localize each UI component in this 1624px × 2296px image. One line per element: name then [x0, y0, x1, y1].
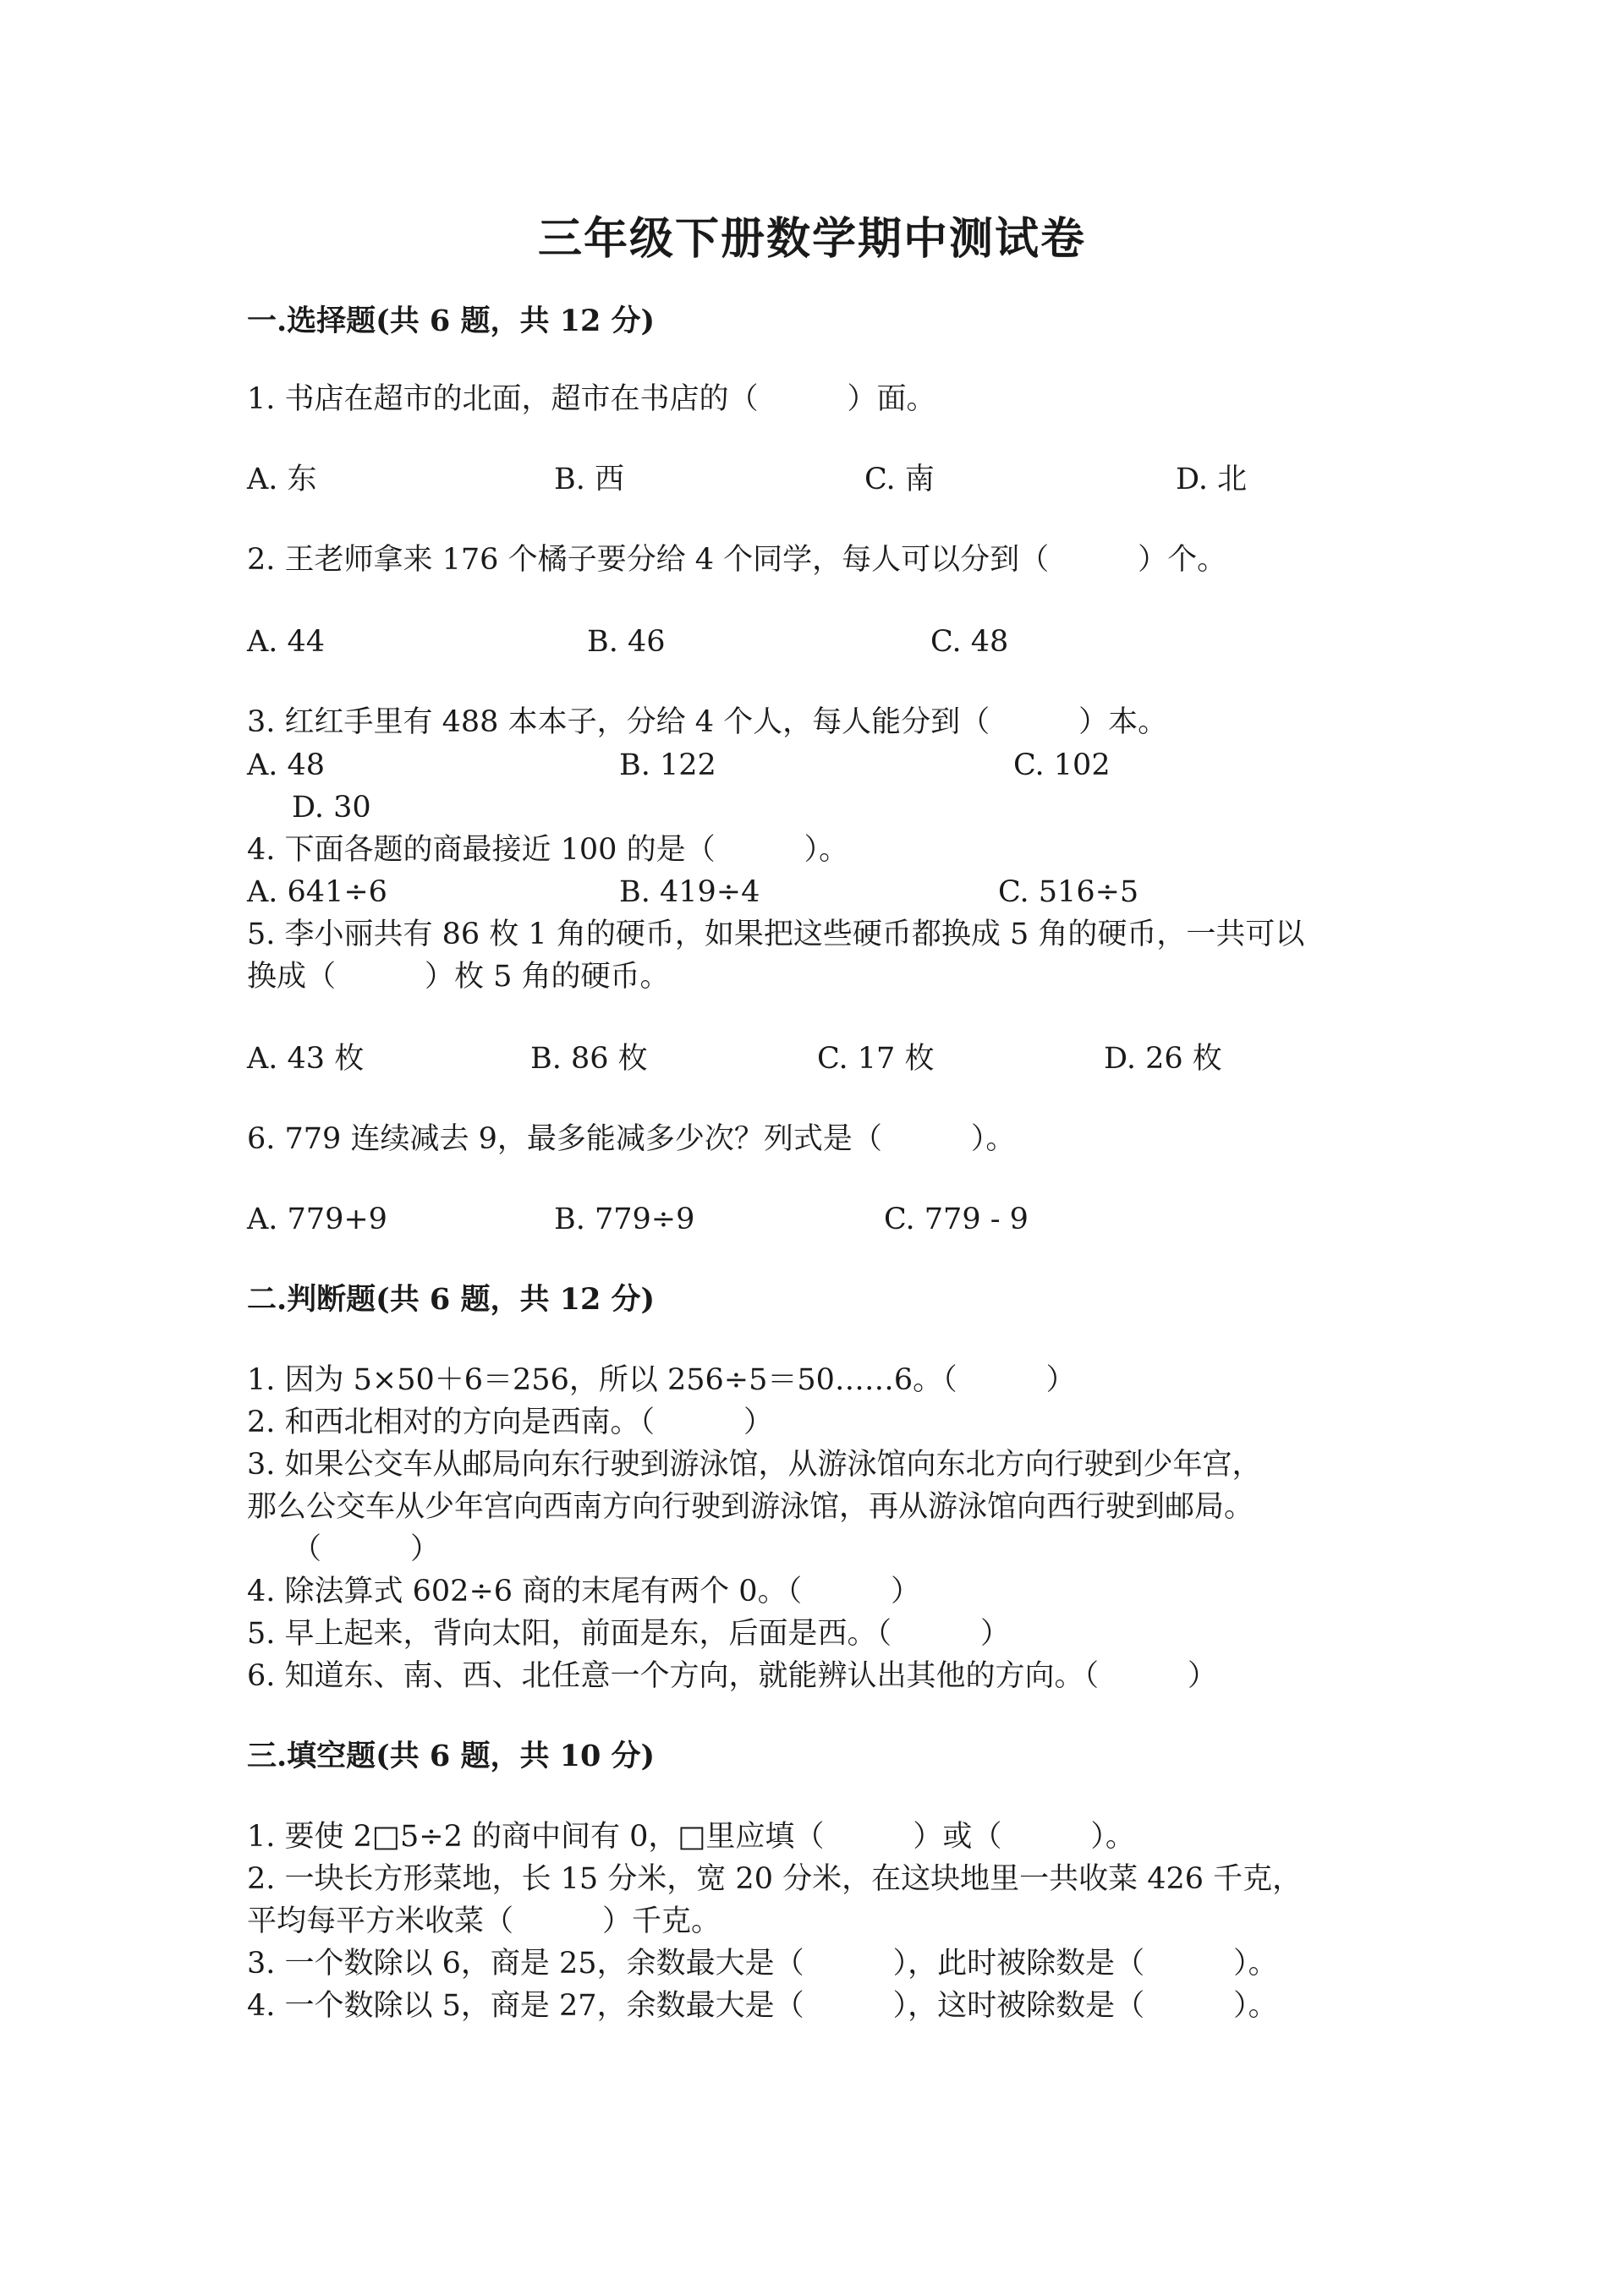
question-stem-line1: 2. 一块长方形菜地，长 15 分米，宽 20 分米，在这块地里一共收菜 426 千克，	[247, 1862, 1303, 1896]
question-stem: 3. 一个数除以 6，商是 25，余数最大是（ ），此时被除数是（ ）。	[247, 1947, 1278, 1981]
option-c: C. 48	[930, 625, 1009, 659]
option-b: B. 779÷9	[554, 1203, 695, 1236]
option-b: B. 86 枚	[530, 1042, 648, 1076]
section-heading-choice: 一.选择题(共 6 题，共 12 分)	[247, 304, 656, 338]
question-stem: 5. 早上起来，背向太阳，前面是东，后面是西。（ ）	[247, 1617, 1011, 1651]
question-stem-line2: 平均每平方米收菜（ ）千克。	[247, 1904, 721, 1938]
question-stem: 4. 除法算式 602÷6 商的末尾有两个 0。（ ）	[247, 1575, 921, 1608]
question-stem: 2. 和西北相对的方向是西南。（ ）	[247, 1406, 774, 1439]
question-stem: 1. 因为 5×50＋6＝256，所以 256÷5＝50……6。（ ）	[247, 1363, 1076, 1397]
option-a: A. 641÷6	[247, 875, 387, 909]
option-c: C. 779 - 9	[884, 1203, 1029, 1236]
question-stem-line1: 3. 如果公交车从邮局向东行驶到游泳馆，从游泳馆向东北方向行驶到少年宫，	[247, 1448, 1262, 1482]
option-a: A. 东	[247, 463, 317, 496]
option-d: D. 北	[1176, 463, 1248, 496]
option-c: C. 516÷5	[998, 875, 1139, 909]
question-stem: 6. 知道东、南、西、北任意一个方向，就能辨认出其他的方向。（ ）	[247, 1659, 1218, 1693]
question-stem-line2: 换成（ ）枚 5 角的硬币。	[247, 960, 670, 994]
option-d: D. 26 枚	[1104, 1042, 1222, 1076]
question-stem: 2. 王老师拿来 176 个橘子要分给 4 个同学，每人可以分到（ ）个。	[247, 543, 1227, 577]
option-c: C. 南	[864, 463, 935, 496]
question-stem: 4. 下面各题的商最接近 100 的是（ ）。	[247, 833, 849, 867]
option-a: A. 48	[247, 748, 326, 782]
section-heading-judgment: 二.判断题(共 6 题，共 12 分)	[247, 1282, 656, 1317]
option-a: A. 44	[247, 625, 326, 659]
question-stem: 1. 要使 2□5÷2 的商中间有 0，□里应填（ ）或（ ）。	[247, 1820, 1135, 1854]
option-b: B. 419÷4	[619, 875, 760, 909]
question-stem: 1. 书店在超市的北面，超市在书店的（ ）面。	[247, 382, 936, 416]
section-heading-fill-blank: 三.填空题(共 6 题，共 10 分)	[247, 1739, 656, 1773]
option-c: C. 17 枚	[817, 1042, 935, 1076]
option-c: C. 102	[1013, 748, 1111, 782]
question-stem-line2: 那么公交车从少年宫向西南方向行驶到游泳馆，再从游泳馆向西行驶到邮局。	[247, 1490, 1254, 1524]
page-title: 三年级下册数学期中测试卷	[537, 213, 1086, 265]
option-d: D. 30	[292, 791, 371, 825]
question-stem-line1: 5. 李小丽共有 86 枚 1 角的硬币，如果把这些硬币都换成 5 角的硬币，一共可以	[247, 918, 1305, 951]
option-b: B. 西	[554, 463, 624, 496]
question-stem: 4. 一个数除以 5，商是 27，余数最大是（ ），这时被除数是（ ）。	[247, 1989, 1278, 2023]
option-b: B. 122	[619, 748, 716, 782]
question-stem-line3: （ ）	[292, 1532, 441, 1566]
option-b: B. 46	[587, 625, 666, 659]
question-stem: 3. 红红手里有 488 本本子，分给 4 个人，每人能分到（ ）本。	[247, 705, 1168, 739]
option-a: A. 43 枚	[247, 1042, 365, 1076]
question-stem: 6. 779 连续减去 9，最多能减多少次？列式是（ ）。	[247, 1122, 1016, 1156]
option-a: A. 779+9	[247, 1203, 387, 1236]
